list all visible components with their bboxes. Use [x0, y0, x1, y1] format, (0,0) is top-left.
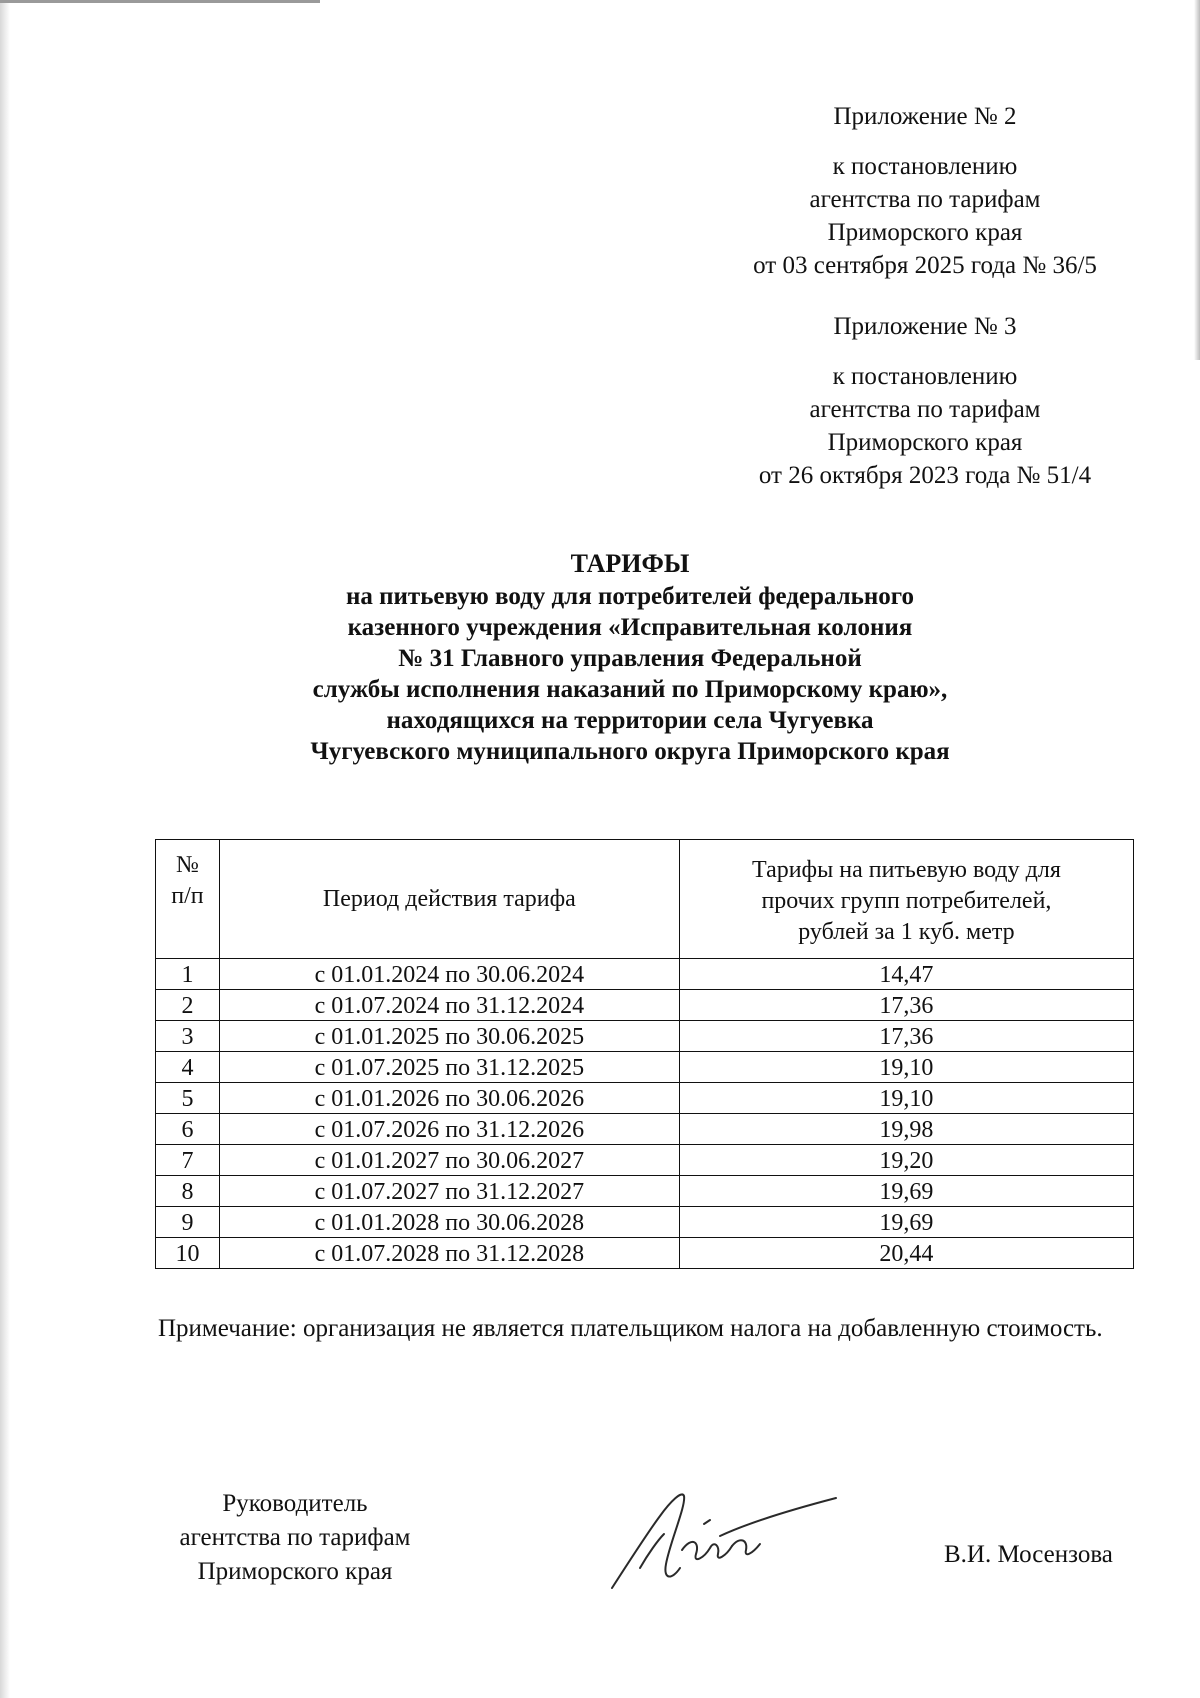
- header-period: Период действия тарифа: [219, 840, 679, 959]
- tariff-table: [155, 839, 1134, 1269]
- cell-number: 9: [156, 1207, 220, 1238]
- title-line: № 31 Главного управления Федеральной: [398, 645, 862, 672]
- signer-position: [140, 1487, 450, 1589]
- title-line: казенного учреждения «Исправительная колония: [347, 614, 913, 641]
- cell-period: с 01.01.2025 по 30.06.2025: [219, 1021, 679, 1052]
- appendix-2-body: [675, 150, 1175, 282]
- appendix-3-line: к постановлению: [832, 363, 1018, 390]
- cell-period: с 01.07.2024 по 31.12.2024: [219, 990, 679, 1021]
- table-row: [156, 1052, 1134, 1083]
- appendix-3-line: Приморского края: [827, 429, 1023, 456]
- title-line: службы исполнения наказаний по Приморскому краю»,: [312, 676, 948, 703]
- document-title: [200, 548, 1060, 767]
- cell-tariff: 19,69: [679, 1176, 1133, 1207]
- cell-tariff: 17,36: [679, 990, 1133, 1021]
- cell-period: с 01.07.2025 по 31.12.2025: [219, 1052, 679, 1083]
- title-line: на питьевую воду для потребителей федерального: [345, 583, 915, 610]
- cell-number: 5: [156, 1083, 220, 1114]
- cell-tariff: 19,69: [679, 1207, 1133, 1238]
- header-tariff-line: прочих групп потребителей,: [761, 887, 1052, 914]
- appendix-3-date: от 26 октября 2023 года № 51/4: [758, 462, 1092, 489]
- table-row: [156, 990, 1134, 1021]
- cell-tariff: 19,10: [679, 1052, 1133, 1083]
- appendix-2-block: [675, 100, 1175, 282]
- appendix-2-line: к постановлению: [832, 153, 1018, 180]
- cell-number: 7: [156, 1145, 220, 1176]
- header-tariff: [679, 840, 1133, 959]
- appendix-2-heading: Приложение № 2: [833, 103, 1017, 130]
- signer-position-line: Руководитель: [222, 1490, 368, 1517]
- cell-number: 8: [156, 1176, 220, 1207]
- signer-position-line: агентства по тарифам: [179, 1524, 411, 1551]
- header-tariff-line: рублей за 1 куб. метр: [798, 918, 1015, 945]
- cell-tariff: 19,98: [679, 1114, 1133, 1145]
- table-header-row: [156, 840, 1134, 959]
- appendix-2-date: от 03 сентября 2025 года № 36/5: [753, 252, 1097, 279]
- signer-position-line: Приморского края: [197, 1558, 393, 1585]
- cell-period: с 01.01.2024 по 30.06.2024: [219, 959, 679, 990]
- cell-period: с 01.01.2027 по 30.06.2027: [219, 1145, 679, 1176]
- cell-period: с 01.07.2026 по 31.12.2026: [219, 1114, 679, 1145]
- title-line: находящихся на территории села Чугуевка: [386, 707, 874, 734]
- cell-number: 3: [156, 1021, 220, 1052]
- scan-edge-left: [0, 0, 10, 1698]
- cell-tariff: 14,47: [679, 959, 1133, 990]
- appendix-2-line: Приморского края: [827, 219, 1023, 246]
- header-number: [156, 840, 220, 959]
- appendix-3-body: [675, 360, 1175, 492]
- scan-edge-right: [1194, 0, 1200, 360]
- table-row: [156, 1114, 1134, 1145]
- table-row: [156, 1083, 1134, 1114]
- cell-period: с 01.07.2028 по 31.12.2028: [219, 1238, 679, 1269]
- cell-number: 6: [156, 1114, 220, 1145]
- cell-tariff: 17,36: [679, 1021, 1133, 1052]
- header-tariff-line: Тарифы на питьевую воду для: [752, 856, 1061, 883]
- table-row: [156, 1238, 1134, 1269]
- cell-number: 4: [156, 1052, 220, 1083]
- scan-top-line: [0, 0, 320, 3]
- appendix-2-line: агентства по тарифам: [809, 186, 1041, 213]
- table-row: [156, 1207, 1134, 1238]
- title-main: ТАРИФЫ: [570, 549, 690, 578]
- signature-icon: [600, 1480, 840, 1610]
- table-row: [156, 959, 1134, 990]
- cell-period: с 01.01.2026 по 30.06.2026: [219, 1083, 679, 1114]
- title-line: Чугуевского муниципального округа Приморского края: [310, 738, 950, 765]
- header-number-symbol: №: [175, 852, 199, 878]
- appendix-3-block: [675, 310, 1175, 492]
- table-row: [156, 1145, 1134, 1176]
- cell-tariff: 19,20: [679, 1145, 1133, 1176]
- cell-period: с 01.01.2028 по 30.06.2028: [219, 1207, 679, 1238]
- header-number-pp: п/п: [171, 883, 204, 909]
- cell-period: с 01.07.2027 по 31.12.2027: [219, 1176, 679, 1207]
- vat-note: Примечание: организация не является плательщиком налога на добавленную стоимость.: [158, 1315, 1103, 1342]
- cell-number: 10: [156, 1238, 220, 1269]
- cell-number: 1: [156, 959, 220, 990]
- cell-tariff: 19,10: [679, 1083, 1133, 1114]
- cell-tariff: 20,44: [679, 1238, 1133, 1269]
- signer-name: В.И. Мосензова: [944, 1541, 1113, 1568]
- table-row: [156, 1176, 1134, 1207]
- cell-number: 2: [156, 990, 220, 1021]
- appendix-3-heading: Приложение № 3: [833, 313, 1017, 340]
- appendix-3-line: агентства по тарифам: [809, 396, 1041, 423]
- table-row: [156, 1021, 1134, 1052]
